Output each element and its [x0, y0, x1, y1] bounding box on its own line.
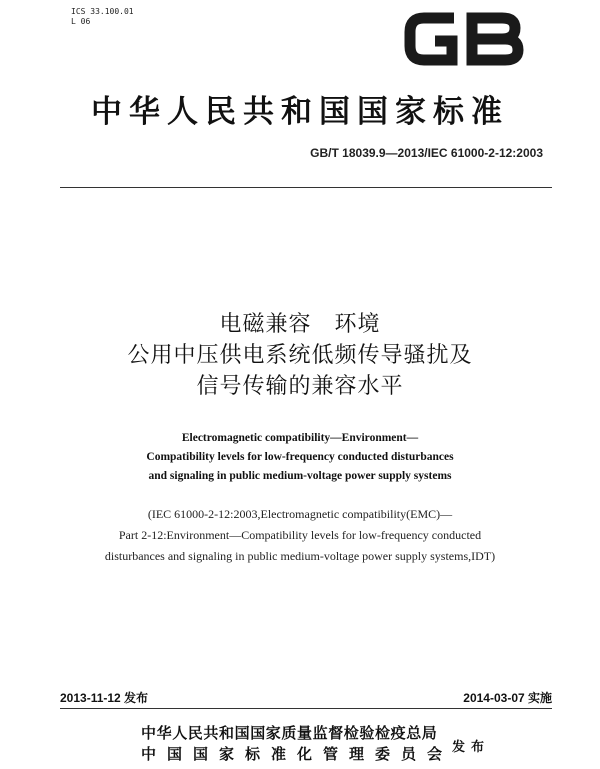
gb-logo [402, 10, 524, 68]
ccs-code: L 06 [71, 17, 91, 26]
issue-date: 2013-11-12 发布 [60, 691, 149, 705]
english-title-line-2: Compatibility levels for low-frequency conducted disturbances [146, 451, 454, 463]
classification-codes [71, 7, 134, 27]
standard-category: 中华人民共和国国家标准 [91, 94, 509, 130]
ics-code: ICS 33.100.01 [71, 7, 134, 16]
bottom-divider [60, 708, 552, 709]
equivalence-line-2: Part 2-12:Environment—Compatibility levels for low-frequency conducted [118, 528, 482, 542]
chinese-title-line-2: 公用中压供电系统低频传导骚扰及 [127, 343, 473, 368]
equivalence-line-3: disturbances and signaling in public medium-voltage power supply systems,IDT) [104, 549, 496, 563]
chinese-title-line-3: 信号传输的兼容水平 [196, 374, 404, 399]
chinese-title-line-1: 电磁兼容 环境 [219, 312, 381, 337]
issuer-sac: 中国国家标准化管理委员会 [141, 745, 454, 763]
publish-label: 发布 [452, 740, 491, 755]
gb-logo-letter-g [410, 18, 454, 60]
top-divider [60, 187, 552, 188]
equivalence-line-1: (IEC 61000-2-12:2003,Electromagnetic compatibility(EMC)— [147, 507, 453, 521]
issuer-aqsiq: 中华人民共和国国家质量监督检验检疫总局 [141, 724, 438, 742]
english-title-line-1: Electromagnetic compatibility—Environment— [181, 432, 419, 444]
english-title-line-3: and signaling in public medium-voltage power supply systems [148, 470, 452, 482]
gb-logo-letter-b [467, 16, 519, 63]
standard-number: GB/T 18039.9—2013/IEC 61000-2-12:2003 [310, 146, 543, 160]
implementation-date: 2014-03-07 实施 [463, 691, 552, 705]
